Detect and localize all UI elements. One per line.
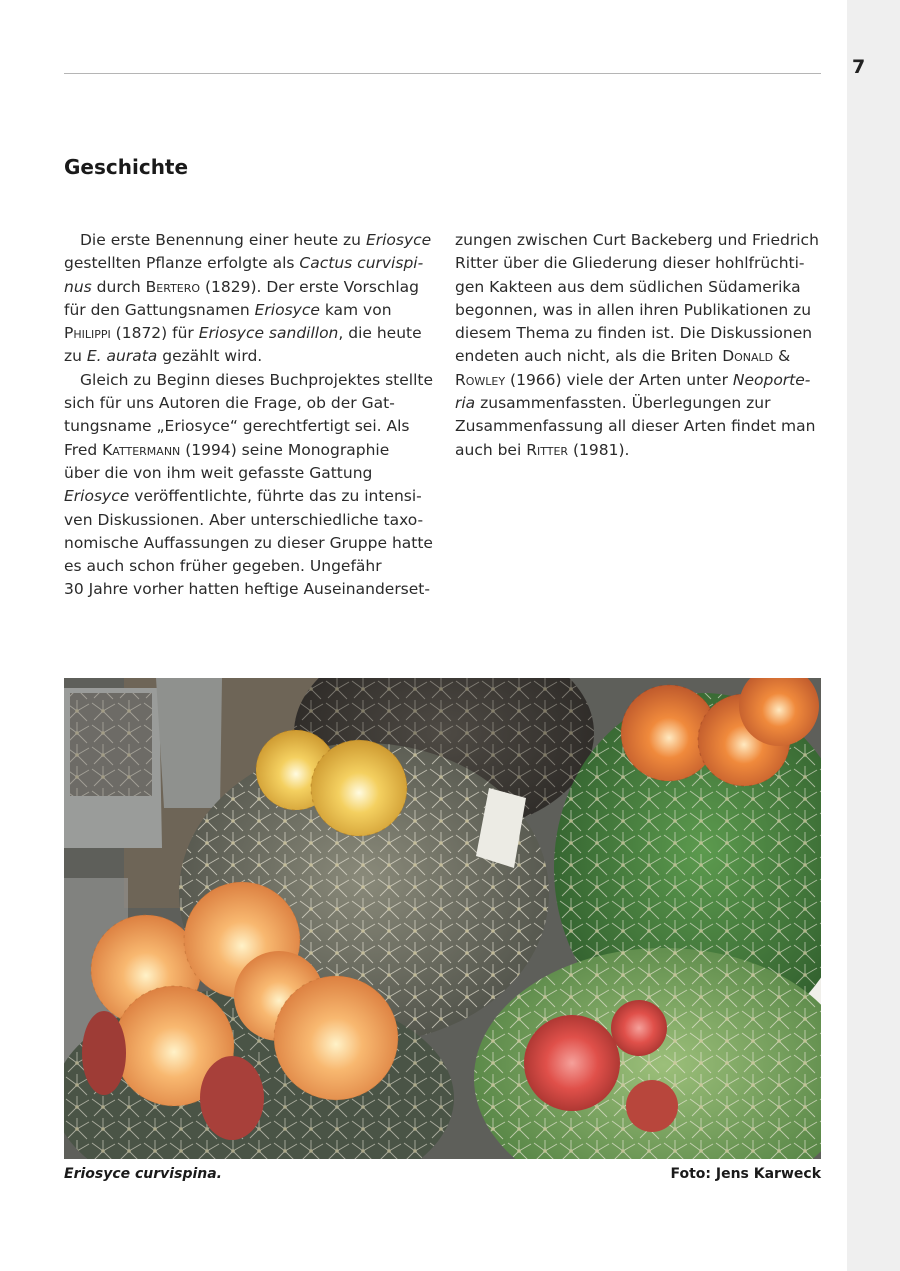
text-line: 30 Jahre vorher hatten heftige Auseinanderset-	[64, 580, 430, 599]
author-name: Donald	[722, 347, 774, 366]
plant-pot	[64, 688, 162, 848]
page-number: 7	[852, 56, 866, 78]
author-name: Rowley	[455, 370, 506, 389]
red-flower	[524, 1015, 620, 1111]
text-line: Die erste Benennung einer heute zu Eriosyce	[80, 231, 432, 249]
paragraph-3	[455, 229, 827, 462]
text-line: zu E. aurata gezählt wird.	[64, 347, 263, 366]
text-line: auch bei Ritter (1981).	[455, 440, 630, 459]
text-line: für den Gattungsnamen Eriosyce kam von	[64, 300, 392, 319]
text-line: Eriosyce veröffentlichte, führte das zu intensi-	[64, 487, 422, 506]
text-line: Gleich zu Beginn dieses Buchprojektes stellte	[80, 370, 434, 389]
text-column-right	[455, 229, 827, 462]
text-line: tungsname „Eriosyce“ gerechtfertigt sei. Als	[64, 417, 410, 436]
section-heading: Geschichte	[64, 155, 189, 179]
plant-pot	[156, 678, 222, 808]
text-column-left	[64, 229, 436, 602]
figure-caption: Eriosyce curvispina.	[64, 1166, 222, 1182]
red-bud	[626, 1080, 678, 1132]
text-line: sich für uns Autoren die Frage, ob der Gat-	[64, 394, 395, 413]
author-name: Bertero	[145, 277, 201, 296]
red-bud	[82, 1011, 126, 1095]
text-line: endeten auch nicht, als die Briten Donald &	[455, 347, 791, 366]
text-line: über die von ihm weit gefasste Gattung	[64, 463, 373, 482]
author-name: Kattermann	[102, 440, 181, 459]
text-line: gestellten Pflanze erfolgte als Cactus curvispi-	[64, 254, 424, 273]
paragraph-2	[64, 369, 436, 602]
text-line: ria zusammenfassten. Überlegungen zur	[455, 394, 771, 413]
text-line: diesem Thema zu finden ist. Die Diskussionen	[455, 324, 813, 343]
peach-flower	[274, 976, 398, 1100]
author-name: Ritter	[526, 440, 569, 459]
paragraph-1	[64, 229, 436, 369]
text-line: zungen zwischen Curt Backeberg und Friedrich	[455, 231, 819, 249]
text-line: Ritter über die Gliederung dieser hohlfrüchti-	[455, 254, 805, 273]
author-name: Philippi	[64, 324, 111, 343]
text-line: Rowley (1966) viele der Arten unter Neoporte-	[455, 370, 811, 389]
text-line: begonnen, was in allen ihren Publikationen zu	[455, 300, 812, 319]
text-line: es auch schon früher gegeben. Ungefähr	[64, 557, 382, 576]
text-line: gen Kakteen aus dem südlichen Südamerika	[455, 277, 801, 296]
cactus-photo-illustration	[64, 678, 821, 1159]
text-line: Zusammenfassung all dieser Arten findet man	[455, 417, 816, 436]
text-line: ven Diskussionen. Aber unterschiedliche taxo-	[64, 510, 424, 529]
text-line: Fred Kattermann (1994) seine Monographie	[64, 440, 390, 459]
photo-credit: Foto: Jens Karweck	[670, 1166, 821, 1182]
text-line: Philippi (1872) für Eriosyce sandillon, die heute	[64, 324, 422, 343]
cactus-photo	[64, 678, 821, 1159]
red-flower	[611, 1000, 667, 1056]
text-line: nus durch Bertero (1829). Der erste Vorschlag	[64, 277, 419, 296]
header-rule	[64, 73, 821, 74]
yellow-flower	[311, 740, 407, 836]
text-line: nomische Auffassungen zu dieser Gruppe hatte	[64, 533, 433, 552]
red-bud	[200, 1056, 264, 1140]
page-margin-strip	[847, 0, 900, 1271]
